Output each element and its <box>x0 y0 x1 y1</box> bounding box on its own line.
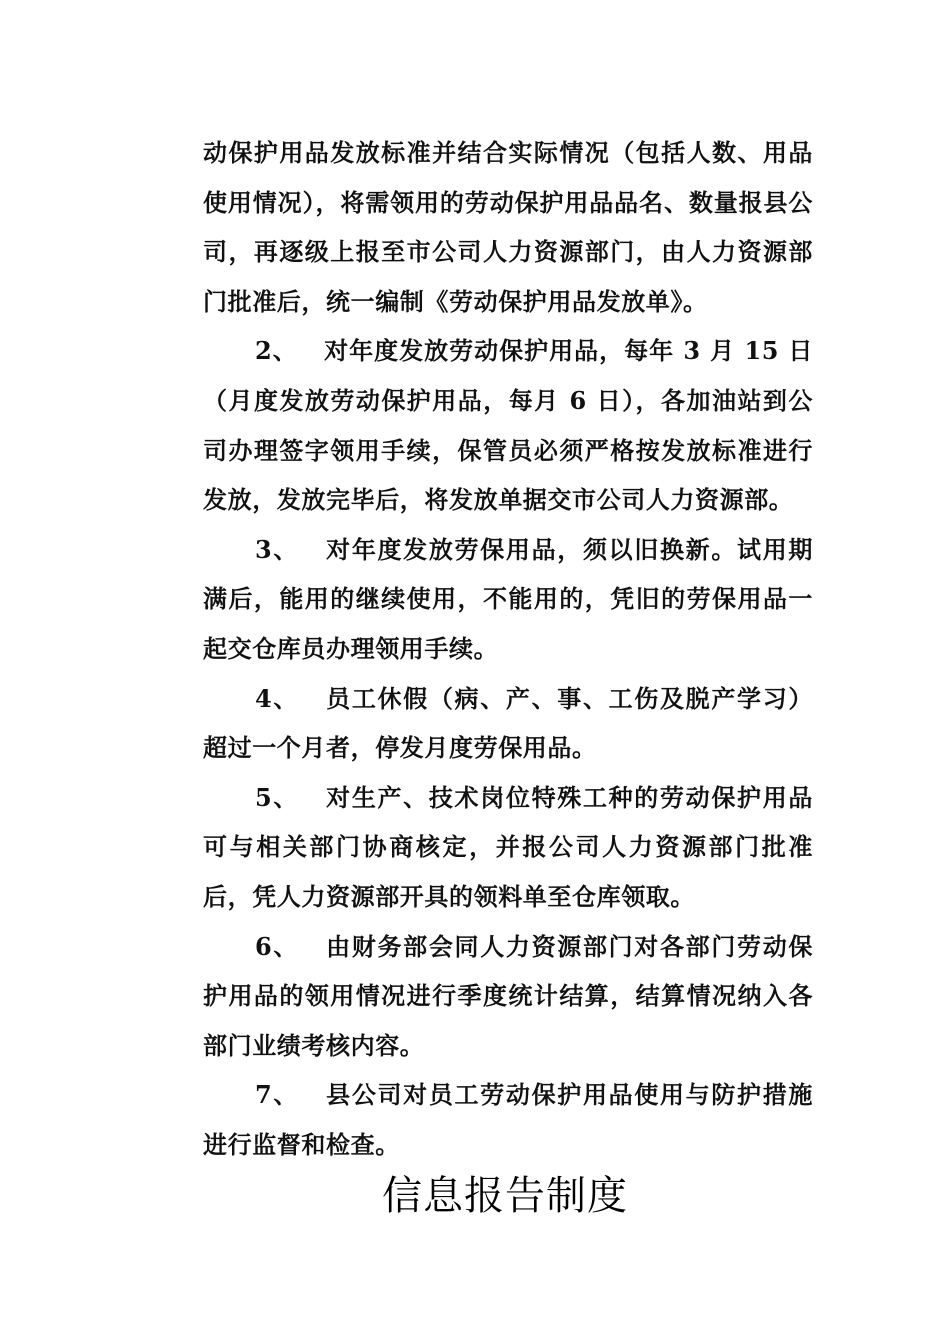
paragraph-item-5 <box>203 773 813 922</box>
paragraph-text: 对年度发放劳动保护用品，每年 3 月 15 日（月度发放劳动保护用品，每月 6 日），各加油站到公司办理签字领用手续，保管员必须严格按发放标准进行发放，发放完毕后，将发放单据交市公司人力资源部。 <box>203 336 813 515</box>
paragraph-item-3 <box>203 525 813 674</box>
item-number: 6、 <box>255 931 300 961</box>
paragraph-text: 员工休假（病、产、事、工伤及脱产学习）超过一个月者，停发月度劳保用品。 <box>203 683 813 763</box>
paragraph-item-7 <box>203 1070 813 1169</box>
document-body <box>203 128 813 1169</box>
paragraph-text: 对生产、技术岗位特殊工种的劳动保护用品可与相关部门协商核定，并报公司人力资源部门批准后，凭人力资源部开具的领料单至仓库领取。 <box>203 782 813 911</box>
paragraph-text: 由财务部会同人力资源部门对各部门劳动保护用品的领用情况进行季度统计结算，结算情况纳入各部门业绩考核内容。 <box>203 931 813 1060</box>
item-number: 7、 <box>255 1080 300 1110</box>
paragraph-continuation <box>203 128 813 326</box>
paragraph-text: 县公司对员工劳动保护用品使用与防护措施进行监督和检查。 <box>203 1080 813 1159</box>
item-number: 3、 <box>255 534 300 564</box>
paragraph-text: 动保护用品发放标准并结合实际情况（包括人数、用品使用情况），将需领用的劳动保护用品品名、数量报县公司，再逐级上报至市公司人力资源部门，由人力资源部门批准后，统一编制《劳动保护用品发放单》。 <box>203 138 813 316</box>
item-number: 4、 <box>255 683 300 713</box>
paragraph-item-6 <box>203 922 813 1071</box>
item-number: 5、 <box>255 782 300 812</box>
section-title: 信息报告制度 <box>382 1173 628 1219</box>
paragraph-text: 对年度发放劳保用品，须以旧换新。试用期满后，能用的继续使用，不能用的，凭旧的劳保用品一起交仓库员办理领用手续。 <box>203 534 813 663</box>
paragraph-item-2 <box>203 326 813 524</box>
item-number: 2、 <box>255 336 298 366</box>
paragraph-item-4 <box>203 674 813 773</box>
